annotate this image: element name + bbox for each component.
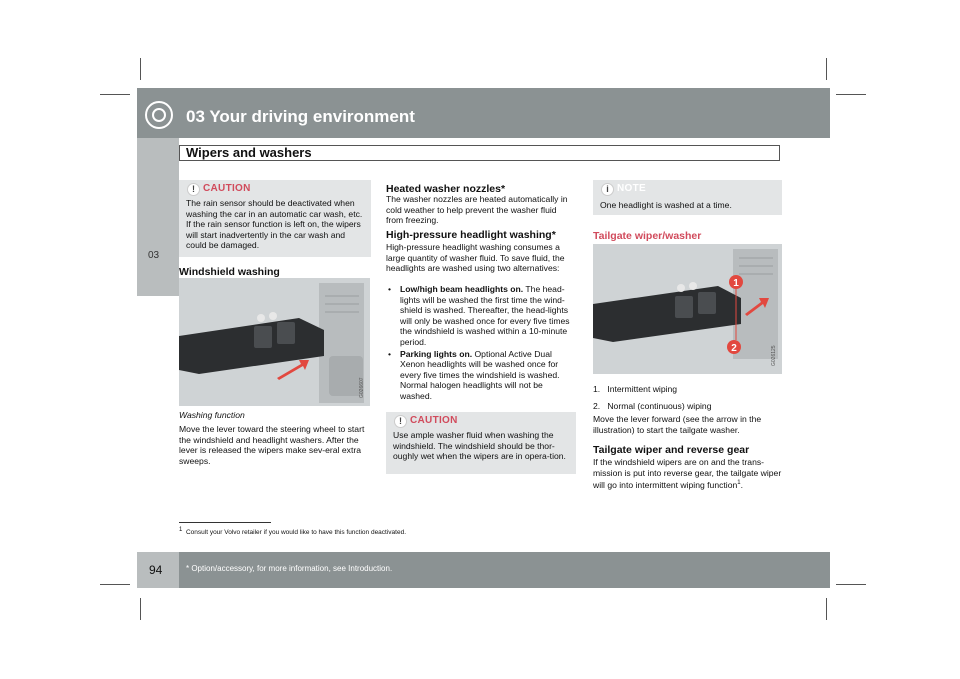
crop-mark — [836, 94, 866, 95]
reverse-body: If the windshield wipers are on and the trans-mission is put into reverse gear, the tailgate wiper will go into intermittent wiping function — [593, 457, 782, 491]
reverse-heading: Tailgate wiper and reverse gear — [593, 444, 750, 456]
caution-box-2 — [386, 412, 576, 474]
list-text: Intermittent wiping — [607, 384, 678, 394]
list-num: 1. — [593, 384, 601, 394]
note-title: NOTE — [617, 183, 646, 194]
caution-box — [179, 180, 371, 257]
tailgate-figure — [593, 244, 782, 374]
caution-title: CAUTION — [410, 415, 458, 426]
footnote-rule — [179, 522, 271, 523]
chapter-title: 03 Your driving environment — [186, 107, 415, 126]
chapter-side-label: 03 — [148, 250, 160, 261]
crop-mark — [826, 58, 827, 80]
windshield-text: Move the lever toward the steering wheel to start the windshield and headlight washers. After the lever is released the wipers make sev-eral extra sweeps. — [179, 424, 365, 466]
callout-2: 2 — [731, 343, 737, 354]
list-item — [386, 284, 576, 348]
callout-1: 1 — [733, 278, 739, 289]
caution-icon: ! — [187, 183, 200, 196]
note-body: One headlight is washed at a time. — [600, 200, 732, 210]
numbered-list — [593, 384, 782, 411]
reverse-end: . — [740, 480, 743, 491]
list-item — [593, 401, 782, 412]
note-icon: i — [601, 183, 614, 196]
reverse-text — [593, 457, 785, 491]
caution-title: CAUTION — [203, 183, 251, 194]
footnote-text: Consult your Volvo retailer if you would like to have this function deactivated. — [185, 529, 407, 537]
caution-body: The rain sensor should be deactivated when washing the car in an automatic car wash, etc. If the rain sensor function is left on, the wipers will start inadvertently in the car wash and could be damaged. — [186, 198, 363, 250]
figure-code: G026125 — [771, 345, 777, 366]
list-num: 2. — [593, 400, 601, 411]
crop-mark — [100, 94, 130, 95]
crop-mark — [836, 584, 866, 585]
crop-mark — [826, 598, 827, 620]
page-number: 94 — [149, 563, 163, 577]
footnote — [179, 527, 406, 536]
list-item — [386, 349, 576, 402]
crop-mark — [140, 58, 141, 80]
tailgate-heading: Tailgate wiper/washer — [593, 230, 702, 242]
steering-wheel-hub-icon — [152, 108, 166, 122]
crop-mark — [140, 598, 141, 620]
hp-text: High-pressure headlight washing consumes a large quantity of washer fluid. To save fluid, the headlights are washed using two alternatives: — [386, 242, 565, 274]
windshield-figure — [179, 278, 370, 406]
heated-heading: Heated washer nozzles* — [386, 183, 506, 195]
footnote-num: 1 — [179, 527, 183, 533]
note-box — [593, 180, 782, 215]
heated-text: The washer nozzles are heated automatically in cold weather to help prevent the washer fluid from freezing. — [386, 194, 568, 226]
crop-mark — [100, 584, 130, 585]
list-text: Normal (continuous) wiping — [607, 400, 712, 411]
chapter-tab — [137, 138, 179, 296]
bullet-bold: Parking lights on. — [400, 348, 473, 359]
section-title: Wipers and washers — [186, 145, 312, 160]
list-item — [593, 384, 782, 395]
hp-bullet-list — [386, 284, 576, 403]
bullet-text: The head-lights will be washed the first time the wind-shield is washed. Thereafter, the head-lights will only be washed once for every five times the windshield is washed within a 10-minute period. — [400, 284, 570, 347]
footer-note: * Option/accessory, for more information, see Introduction. — [186, 564, 393, 573]
bullet-text: Optional Active Dual Xenon headlights will be washed once for every five times the windshield is washed. Normal halogen headlights will not be washed. — [400, 348, 560, 401]
caution-body: Use ample washer fluid when washing the windshield. The windshield should be thor-oughly wet when the wipers are in opera-tion. — [393, 430, 566, 461]
bullet-bold: Low/high beam headlights on. — [400, 284, 524, 294]
footnote-ref[interactable]: 1 — [737, 480, 741, 487]
hp-heading: High-pressure headlight washing* — [386, 229, 556, 241]
windshield-heading: Windshield washing — [179, 266, 280, 278]
figure-code: G026607 — [359, 377, 365, 398]
figure-caption: Washing function — [179, 410, 245, 420]
move-text: Move the lever forward (see the arrow in the illustration) to start the tailgate washer. — [593, 414, 762, 435]
caution-icon: ! — [394, 415, 407, 428]
